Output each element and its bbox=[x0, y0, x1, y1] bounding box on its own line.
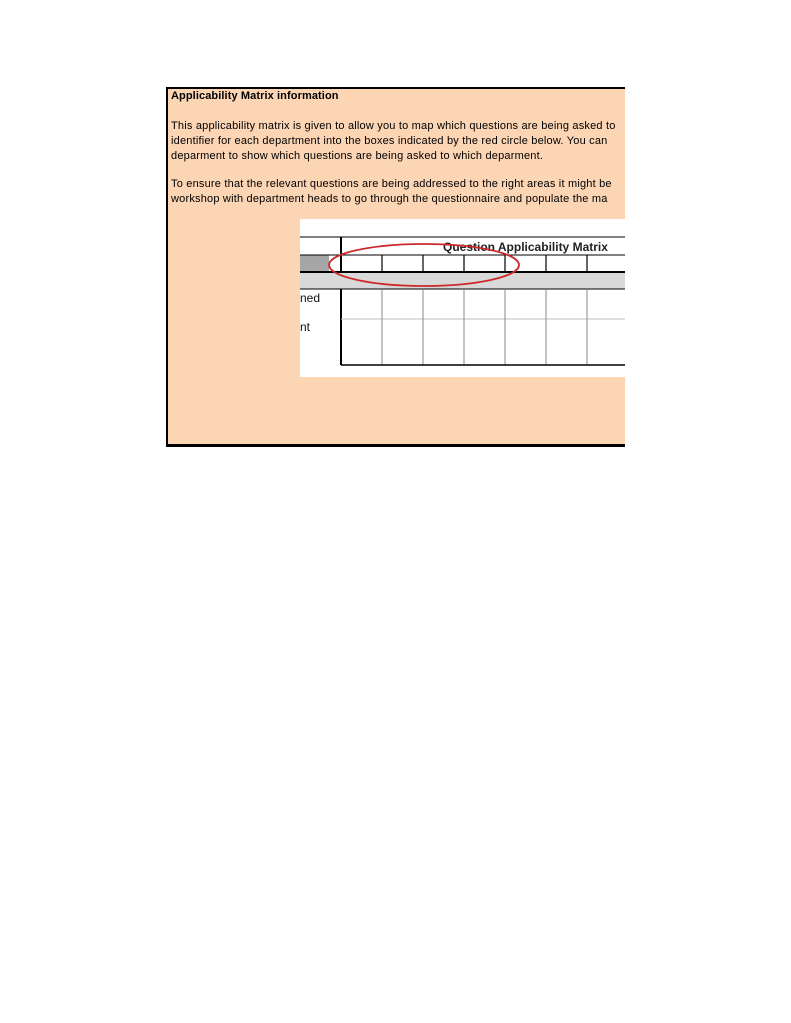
row-label-1: ned bbox=[300, 291, 321, 305]
dept-header-cells bbox=[382, 255, 625, 272]
intro-line-1: This applicability matrix is given to allow you to map which questions are being asked to bbox=[171, 120, 616, 132]
department-header-cell bbox=[300, 255, 329, 272]
section-band bbox=[300, 273, 625, 289]
guidance-line-1: To ensure that the relevant questions are being addressed to the right areas it might be bbox=[171, 178, 612, 190]
matrix-example-image bbox=[300, 219, 625, 377]
panel-title: Applicability Matrix information bbox=[171, 90, 339, 102]
body-grid-verticals bbox=[382, 289, 625, 365]
matrix-title: Question Applicability Matrix bbox=[443, 240, 608, 254]
intro-line-3: deparment to show which questions are being asked to which deparment. bbox=[171, 150, 544, 162]
intro-paragraph bbox=[171, 119, 616, 164]
matrix-example-svg bbox=[300, 219, 625, 377]
applicability-info-panel bbox=[166, 87, 625, 447]
guidance-paragraph bbox=[171, 177, 612, 207]
row-label-2: nt bbox=[300, 320, 311, 334]
intro-line-2: identifier for each department into the boxes indicated by the red circle below. You can bbox=[171, 135, 608, 147]
guidance-line-2: workshop with department heads to go through the questionnaire and populate the ma bbox=[171, 193, 608, 205]
